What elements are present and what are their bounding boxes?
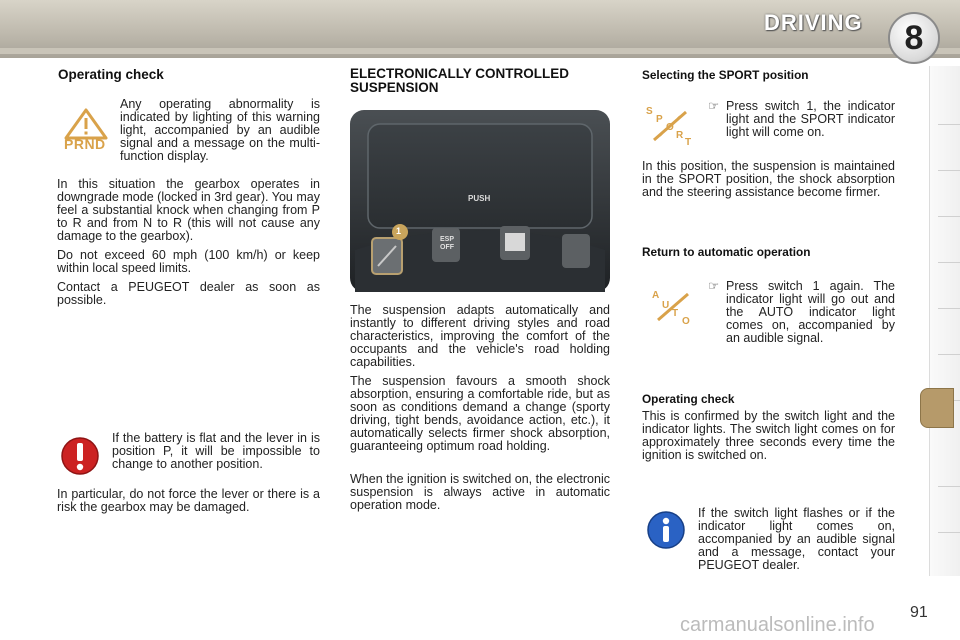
auto-letter-a: A	[652, 290, 660, 301]
sport-heading: Selecting the SPORT position	[642, 68, 809, 82]
tab-divider	[938, 486, 960, 487]
auto-letter-t: T	[672, 308, 679, 319]
operating-check-heading-2: Operating check	[642, 392, 735, 406]
info-icon	[646, 510, 686, 550]
gearbox-warning-icon	[62, 108, 110, 152]
sport-letter-s: S	[646, 106, 653, 117]
col1-paragraph-4: Contact a PEUGEOT dealer as soon as possible.	[57, 280, 320, 307]
suspension-heading: ELECTRONICALLY CONTROLLED SUSPENSION	[350, 66, 570, 95]
auto-step-text: Press switch 1 again. The indicator light will go out and the AUTO indicator light comes on, accompanied by an audible signal.	[726, 279, 895, 345]
col1-intro-text	[120, 98, 320, 169]
operating-check-heading: Operating check	[58, 67, 164, 82]
info-note	[698, 507, 895, 578]
warning-paragraph-1: If the battery is flat and the lever in is position P, it will be impossible to change to another position.	[112, 431, 320, 471]
pointing-hand-icon: ☞	[708, 279, 720, 293]
col1-paragraph-2: In this situation the gearbox operates in downgrade mode (locked in 3rd gear). You may feel a substantial knock when changing from P to R and from N to R (this will not cause any damage to the gearbox).	[57, 177, 320, 243]
info-text: If the switch light flashes or if the indicator light comes on, accompanied by an audible signal and a message, contact your PEUGEOT dealer.	[698, 506, 895, 572]
check-paragraph: This is confirmed by the switch light and the indicator lights. The switch light comes on for approximately three seconds every time the ignition is switched on.	[642, 409, 895, 462]
check-description	[642, 410, 895, 468]
switch-marker-1: 1	[396, 226, 402, 236]
warning-paragraph-2: In particular, do not force the lever or there is a risk the gearbox may be damaged.	[57, 487, 320, 514]
col2-paragraph-2: The suspension favours a smooth shock absorption, ensuring a comfortable ride, but as soon as conditions demand a change (sporty driving, tight bends, avoidance action, etc.), it automatically selects firmer shock absorption, guaranteeing optimum road holding.	[350, 374, 610, 453]
active-chapter-tab[interactable]	[920, 388, 954, 428]
auto-suspension-icon	[648, 286, 696, 328]
col2-paragraph-1: The suspension adapts automatically and instantly to different driving styles and road characteristics, improving the comfort of the occupants and the vehicle's road holding capabilities.	[350, 303, 610, 369]
col2-body-text	[350, 304, 610, 518]
sport-letter-t: T	[685, 137, 692, 148]
sport-description	[642, 160, 895, 205]
tab-divider	[938, 170, 960, 171]
exclamation-icon	[60, 436, 100, 476]
watermark: carmanualsonline.info	[680, 614, 875, 636]
tab-divider	[938, 308, 960, 309]
chapter-title: DRIVING	[764, 10, 863, 35]
sport-paragraph: In this position, the suspension is maintained in the SPORT position, the shock absorption and the steering assistance become firmer.	[642, 159, 895, 199]
col1-body-text	[57, 178, 320, 313]
prnd-label: PRND	[64, 136, 106, 152]
esp-off-label: ESP OFF	[439, 236, 454, 251]
return-auto-heading: Return to automatic operation	[642, 245, 811, 259]
col1-paragraph-1: Any operating abnormality is indicated by lighting of this warning light, accompanied by an audible signal and a message on the multi-function display.	[120, 97, 320, 163]
tab-divider	[938, 216, 960, 217]
chapter-tabs	[929, 66, 960, 576]
tab-divider	[938, 532, 960, 533]
col1-paragraph-3: Do not exceed 60 mph (100 km/h) or keep within local speed limits.	[57, 248, 320, 275]
tab-divider	[938, 124, 960, 125]
sport-suspension-icon	[646, 106, 694, 148]
lever-warning-text	[57, 488, 320, 520]
sport-step-text: Press switch 1, the indicator light and the SPORT indicator light will come on.	[726, 99, 895, 139]
auto-step-block	[708, 280, 895, 351]
sport-letter-p: P	[656, 114, 663, 125]
pointing-hand-icon: ☞	[708, 99, 720, 113]
page-number: 91	[910, 604, 928, 621]
chapter-number-badge: 8	[888, 12, 940, 64]
tab-divider	[938, 354, 960, 355]
tab-divider	[938, 262, 960, 263]
auto-letter-o: O	[682, 316, 690, 327]
sport-letter-r: R	[676, 130, 684, 141]
sport-letter-o: O	[666, 122, 674, 133]
battery-warning-text	[112, 432, 320, 477]
header-bar	[0, 0, 960, 58]
switch-panel-photo	[350, 110, 610, 292]
push-label: PUSH	[468, 194, 491, 203]
header-band	[0, 48, 960, 54]
col2-paragraph-3: When the ignition is switched on, the electronic suspension is always active in automatic operation mode.	[350, 472, 610, 512]
auto-letter-u: U	[662, 300, 670, 311]
sport-step-block	[708, 100, 895, 145]
